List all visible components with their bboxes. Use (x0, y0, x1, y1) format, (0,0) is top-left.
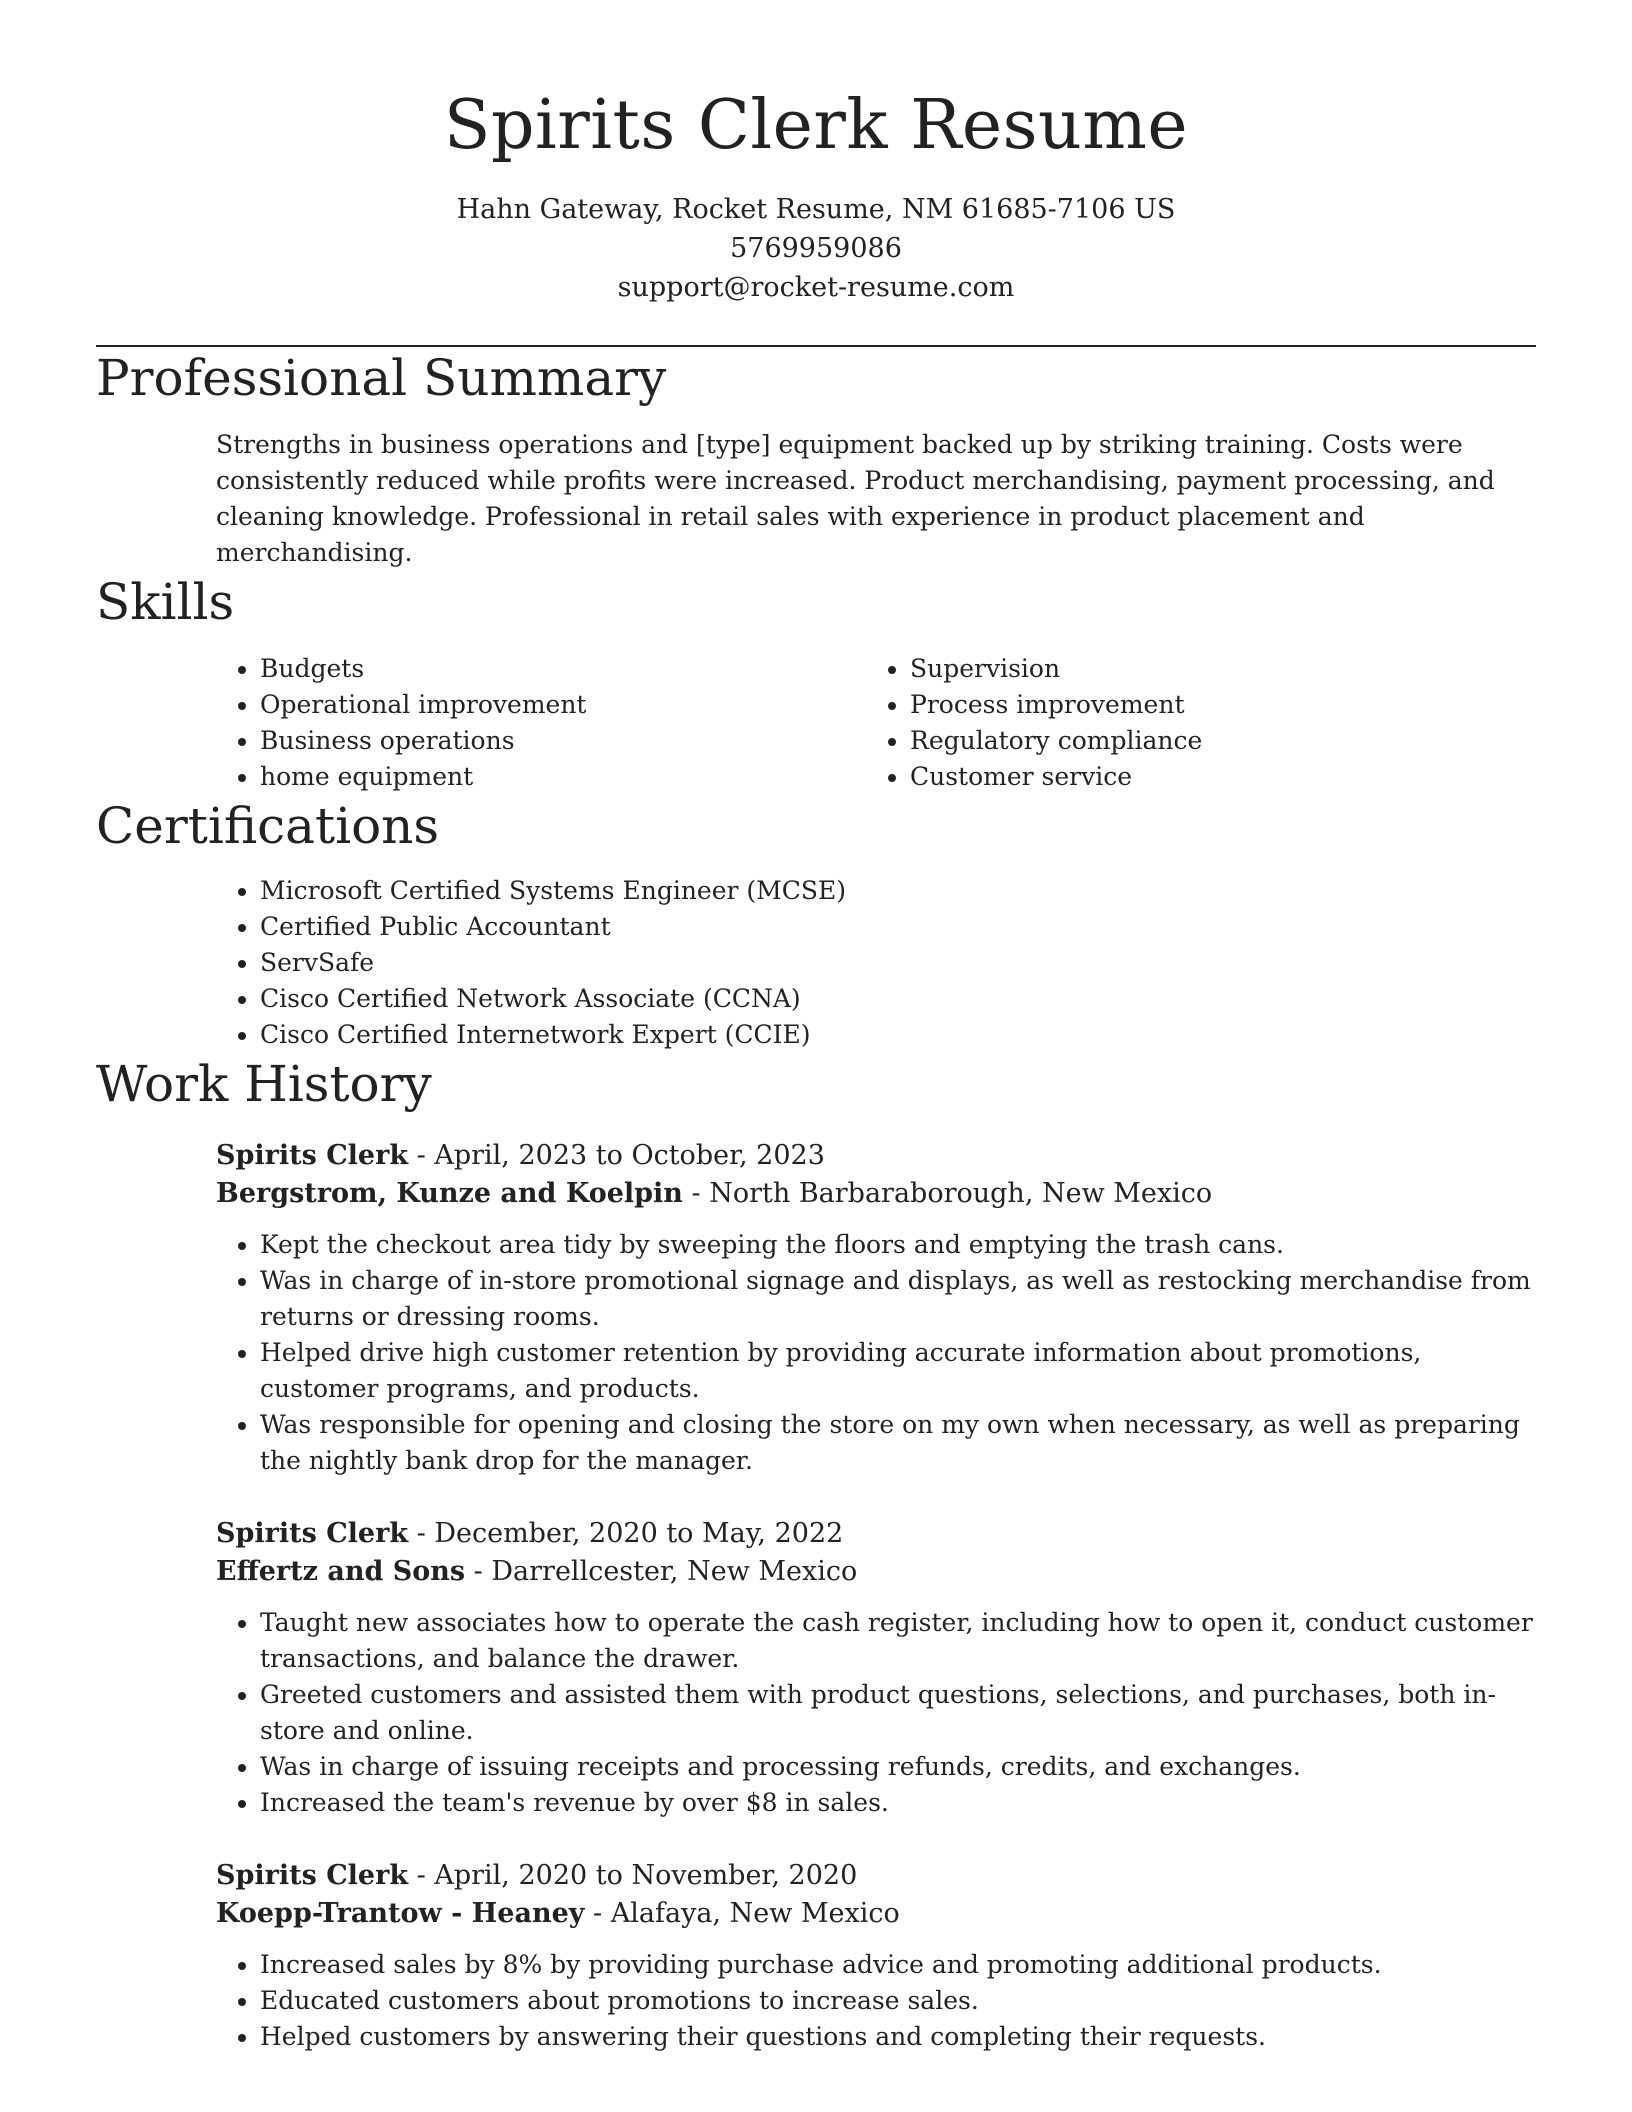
job-responsibilities (216, 1227, 1536, 1479)
job-bullet: • Was in charge of issuing receipts and processing refunds, credits, and exchanges. (260, 1749, 1536, 1785)
section-title-skills: Skills (96, 573, 235, 631)
certification-item: • Cisco Certified Internetwork Expert (CCIE) (260, 1017, 1536, 1053)
certifications-list (216, 873, 1536, 1053)
job-bullet: • Was responsible for opening and closing the store on my own when necessary, as well as preparing the nightly bank drop for the manager. (260, 1407, 1536, 1479)
summary-text: Strengths in business operations and [type] equipment backed up by striking training. Costs were consistently reduced while profits were increased. Product merchandising, payment processing, and cleaning knowledge. Professional in retail sales with experience in product placement and merchandising. (216, 430, 1495, 567)
section-title-certifications: Certifications (96, 797, 440, 855)
job-bullet: • Increased the team's revenue by over $8 in sales. (260, 1785, 1536, 1821)
job-title: Spirits Clerk (216, 1518, 409, 1549)
skill-item: • Customer service (910, 759, 1516, 795)
address: Hahn Gateway, Rocket Resume, NM 61685-7106 US (456, 194, 1176, 225)
job-location: Alafaya, New Mexico (610, 1898, 900, 1929)
job-company-line: Effertz and Sons - Darrellcester, New Mexico (216, 1556, 858, 1587)
phone: 5769959086 (730, 233, 902, 264)
job-title-line: Spirits Clerk - April, 2023 to October, 2023 (216, 1140, 825, 1171)
job-responsibilities (216, 1947, 1536, 2055)
job-title: Spirits Clerk (216, 1860, 409, 1891)
job-company: Bergstrom, Kunze and Koelpin (216, 1178, 683, 1209)
skill-item: • home equipment (260, 759, 866, 795)
certification-item: • Microsoft Certified Systems Engineer (MCSE) (260, 873, 1536, 909)
job-title-line: Spirits Clerk - April, 2020 to November, 2020 (216, 1860, 858, 1891)
skill-item: • Regulatory compliance (910, 723, 1516, 759)
job-entry (216, 1515, 1536, 1821)
job-bullet: • Educated customers about promotions to increase sales. (260, 1983, 1536, 2019)
job-entry (216, 1857, 1536, 2055)
job-bullet: • Taught new associates how to operate the cash register, including how to open it, conduct customer transactions, and balance the drawer. (260, 1605, 1536, 1677)
job-title: Spirits Clerk (216, 1140, 409, 1171)
job-location: North Barbaraborough, New Mexico (709, 1178, 1213, 1209)
job-responsibilities (216, 1605, 1536, 1821)
certification-item: • Certified Public Accountant (260, 909, 1536, 945)
email: support@rocket-resume.com (617, 272, 1015, 303)
certification-item: • Cisco Certified Network Associate (CCNA) (260, 981, 1536, 1017)
section-title-summary: Professional Summary (96, 349, 667, 407)
job-bullet: • Helped drive high customer retention by providing accurate information about promotions, customer programs, and products. (260, 1335, 1536, 1407)
job-entry (216, 1137, 1536, 1479)
job-title-line: Spirits Clerk - December, 2020 to May, 2022 (216, 1518, 844, 1549)
job-bullet: • Greeted customers and assisted them with product questions, selections, and purchases, both in-store and online. (260, 1677, 1536, 1749)
job-bullet: • Helped customers by answering their questions and completing their requests. (260, 2019, 1536, 2055)
certification-item: • ServSafe (260, 945, 1536, 981)
skill-item: • Business operations (260, 723, 866, 759)
job-location: Darrellcester, New Mexico (491, 1556, 858, 1587)
skills-list (216, 651, 1536, 795)
job-bullet: • Was in charge of in-store promotional signage and displays, as well as restocking merchandise from returns or dressing rooms. (260, 1263, 1536, 1335)
resume-header (96, 0, 1536, 307)
contact-info (96, 190, 1536, 307)
skills-column-right (866, 651, 1516, 795)
skill-item: • Supervision (910, 651, 1516, 687)
job-bullet: • Kept the checkout area tidy by sweeping the floors and emptying the trash cans. (260, 1227, 1536, 1263)
resume-title: Spirits Clerk Resume (443, 86, 1189, 165)
job-dates: December, 2020 to May, 2022 (434, 1518, 844, 1549)
resume-page (96, 0, 1536, 2112)
skill-item: • Operational improvement (260, 687, 866, 723)
skill-item: • Budgets (260, 651, 866, 687)
job-company: Koepp-Trantow - Heaney (216, 1898, 585, 1929)
skills-column-left (216, 651, 866, 795)
section-title-work-history: Work History (96, 1055, 432, 1113)
job-bullet: • Increased sales by 8% by providing purchase advice and promoting additional products. (260, 1947, 1536, 1983)
job-dates: April, 2020 to November, 2020 (434, 1860, 858, 1891)
job-company: Effertz and Sons (216, 1556, 466, 1587)
job-company-line: Koepp-Trantow - Heaney - Alafaya, New Mexico (216, 1898, 900, 1929)
job-dates: April, 2023 to October, 2023 (434, 1140, 825, 1171)
job-company-line: Bergstrom, Kunze and Koelpin - North Barbaraborough, New Mexico (216, 1178, 1213, 1209)
skill-item: • Process improvement (910, 687, 1516, 723)
